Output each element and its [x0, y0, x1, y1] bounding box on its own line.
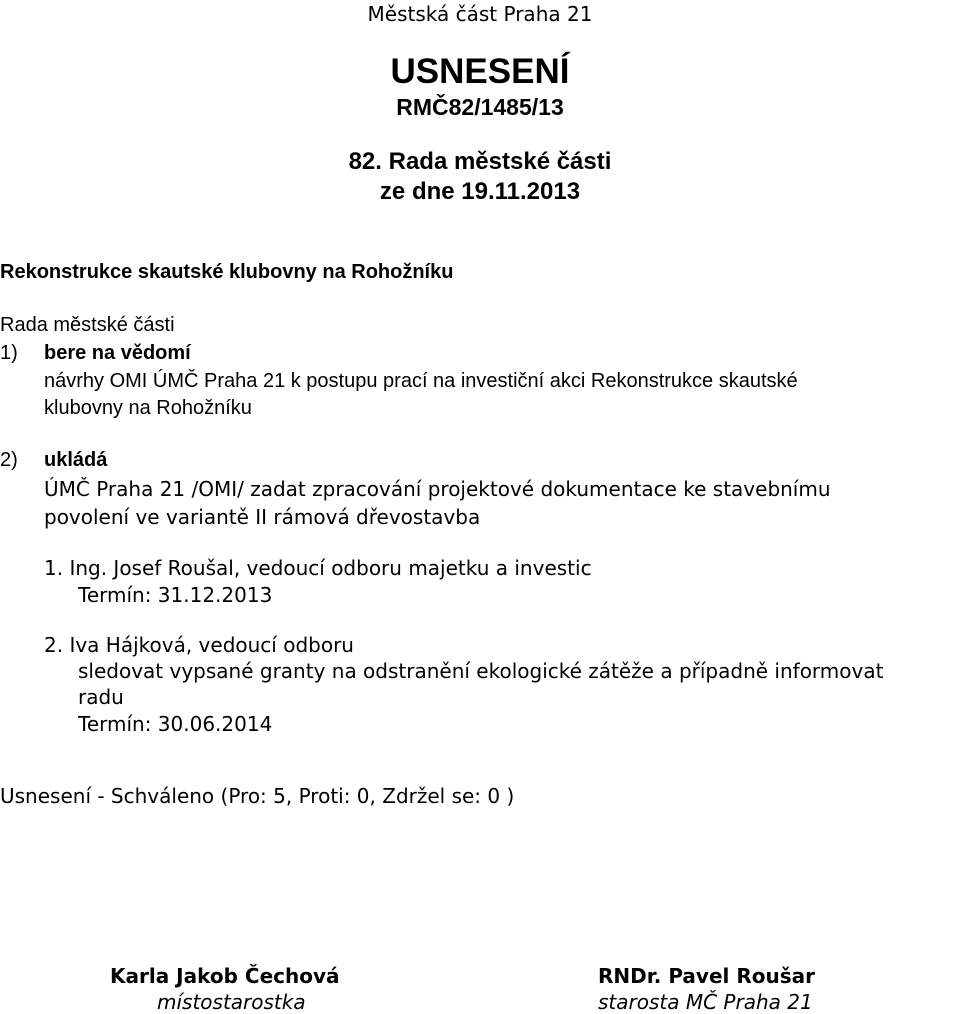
item1-verb: bere na vědomí — [44, 342, 191, 364]
meeting-name: 82. Rada městské části — [348, 148, 612, 175]
task1-deadline: Termín: 31.12.2013 — [78, 583, 273, 607]
signature-left-name: Karla Jakob Čechová — [110, 964, 340, 988]
district-name: Městská část Praha 21 — [367, 2, 593, 26]
task2-person: 2. Iva Hájková, vedoucí odboru — [44, 633, 354, 657]
item2-text-line2: povolení ve variantě II rámová dřevostavba — [44, 505, 481, 529]
council-intro: Rada městské části — [0, 314, 175, 336]
task1-person: 1. Ing. Josef Roušal, vedoucí odboru majetku a investic — [44, 556, 592, 580]
task2-deadline: Termín: 30.06.2014 — [78, 712, 273, 736]
task2-text-line2: radu — [78, 685, 124, 709]
item1-number: 1) — [0, 342, 18, 364]
item2-number: 2) — [0, 449, 18, 471]
item2-verb: ukládá — [44, 449, 108, 471]
signature-right-role: starosta MČ Praha 21 — [598, 990, 813, 1014]
vote-result: Usnesení - Schváleno (Pro: 5, Proti: 0, Zdržel se: 0 ) — [0, 784, 515, 808]
meeting-date: ze dne 19.11.2013 — [379, 178, 581, 205]
item1-text-line1: návrhy OMI ÚMČ Praha 21 k postupu prací na investiční akci Rekonstrukce skautské — [44, 370, 798, 392]
item2-text-line1: ÚMČ Praha 21 /OMI/ zadat zpracování projektové dokumentace ke stavebnímu — [44, 477, 831, 501]
resolution-number: RMČ82/1485/13 — [396, 94, 564, 120]
signature-right-name: RNDr. Pavel Roušar — [598, 964, 815, 988]
signature-left-role: místostarostka — [157, 990, 306, 1014]
resolution-subject: Rekonstrukce skautské klubovny na Rohožníku — [0, 261, 454, 283]
document-title: USNESENÍ — [390, 52, 570, 91]
item1-text-line2: klubovny na Rohožníku — [44, 397, 252, 419]
task2-text-line1: sledovat vypsané granty na odstranění ekologické zátěže a případně informovat — [78, 659, 884, 683]
